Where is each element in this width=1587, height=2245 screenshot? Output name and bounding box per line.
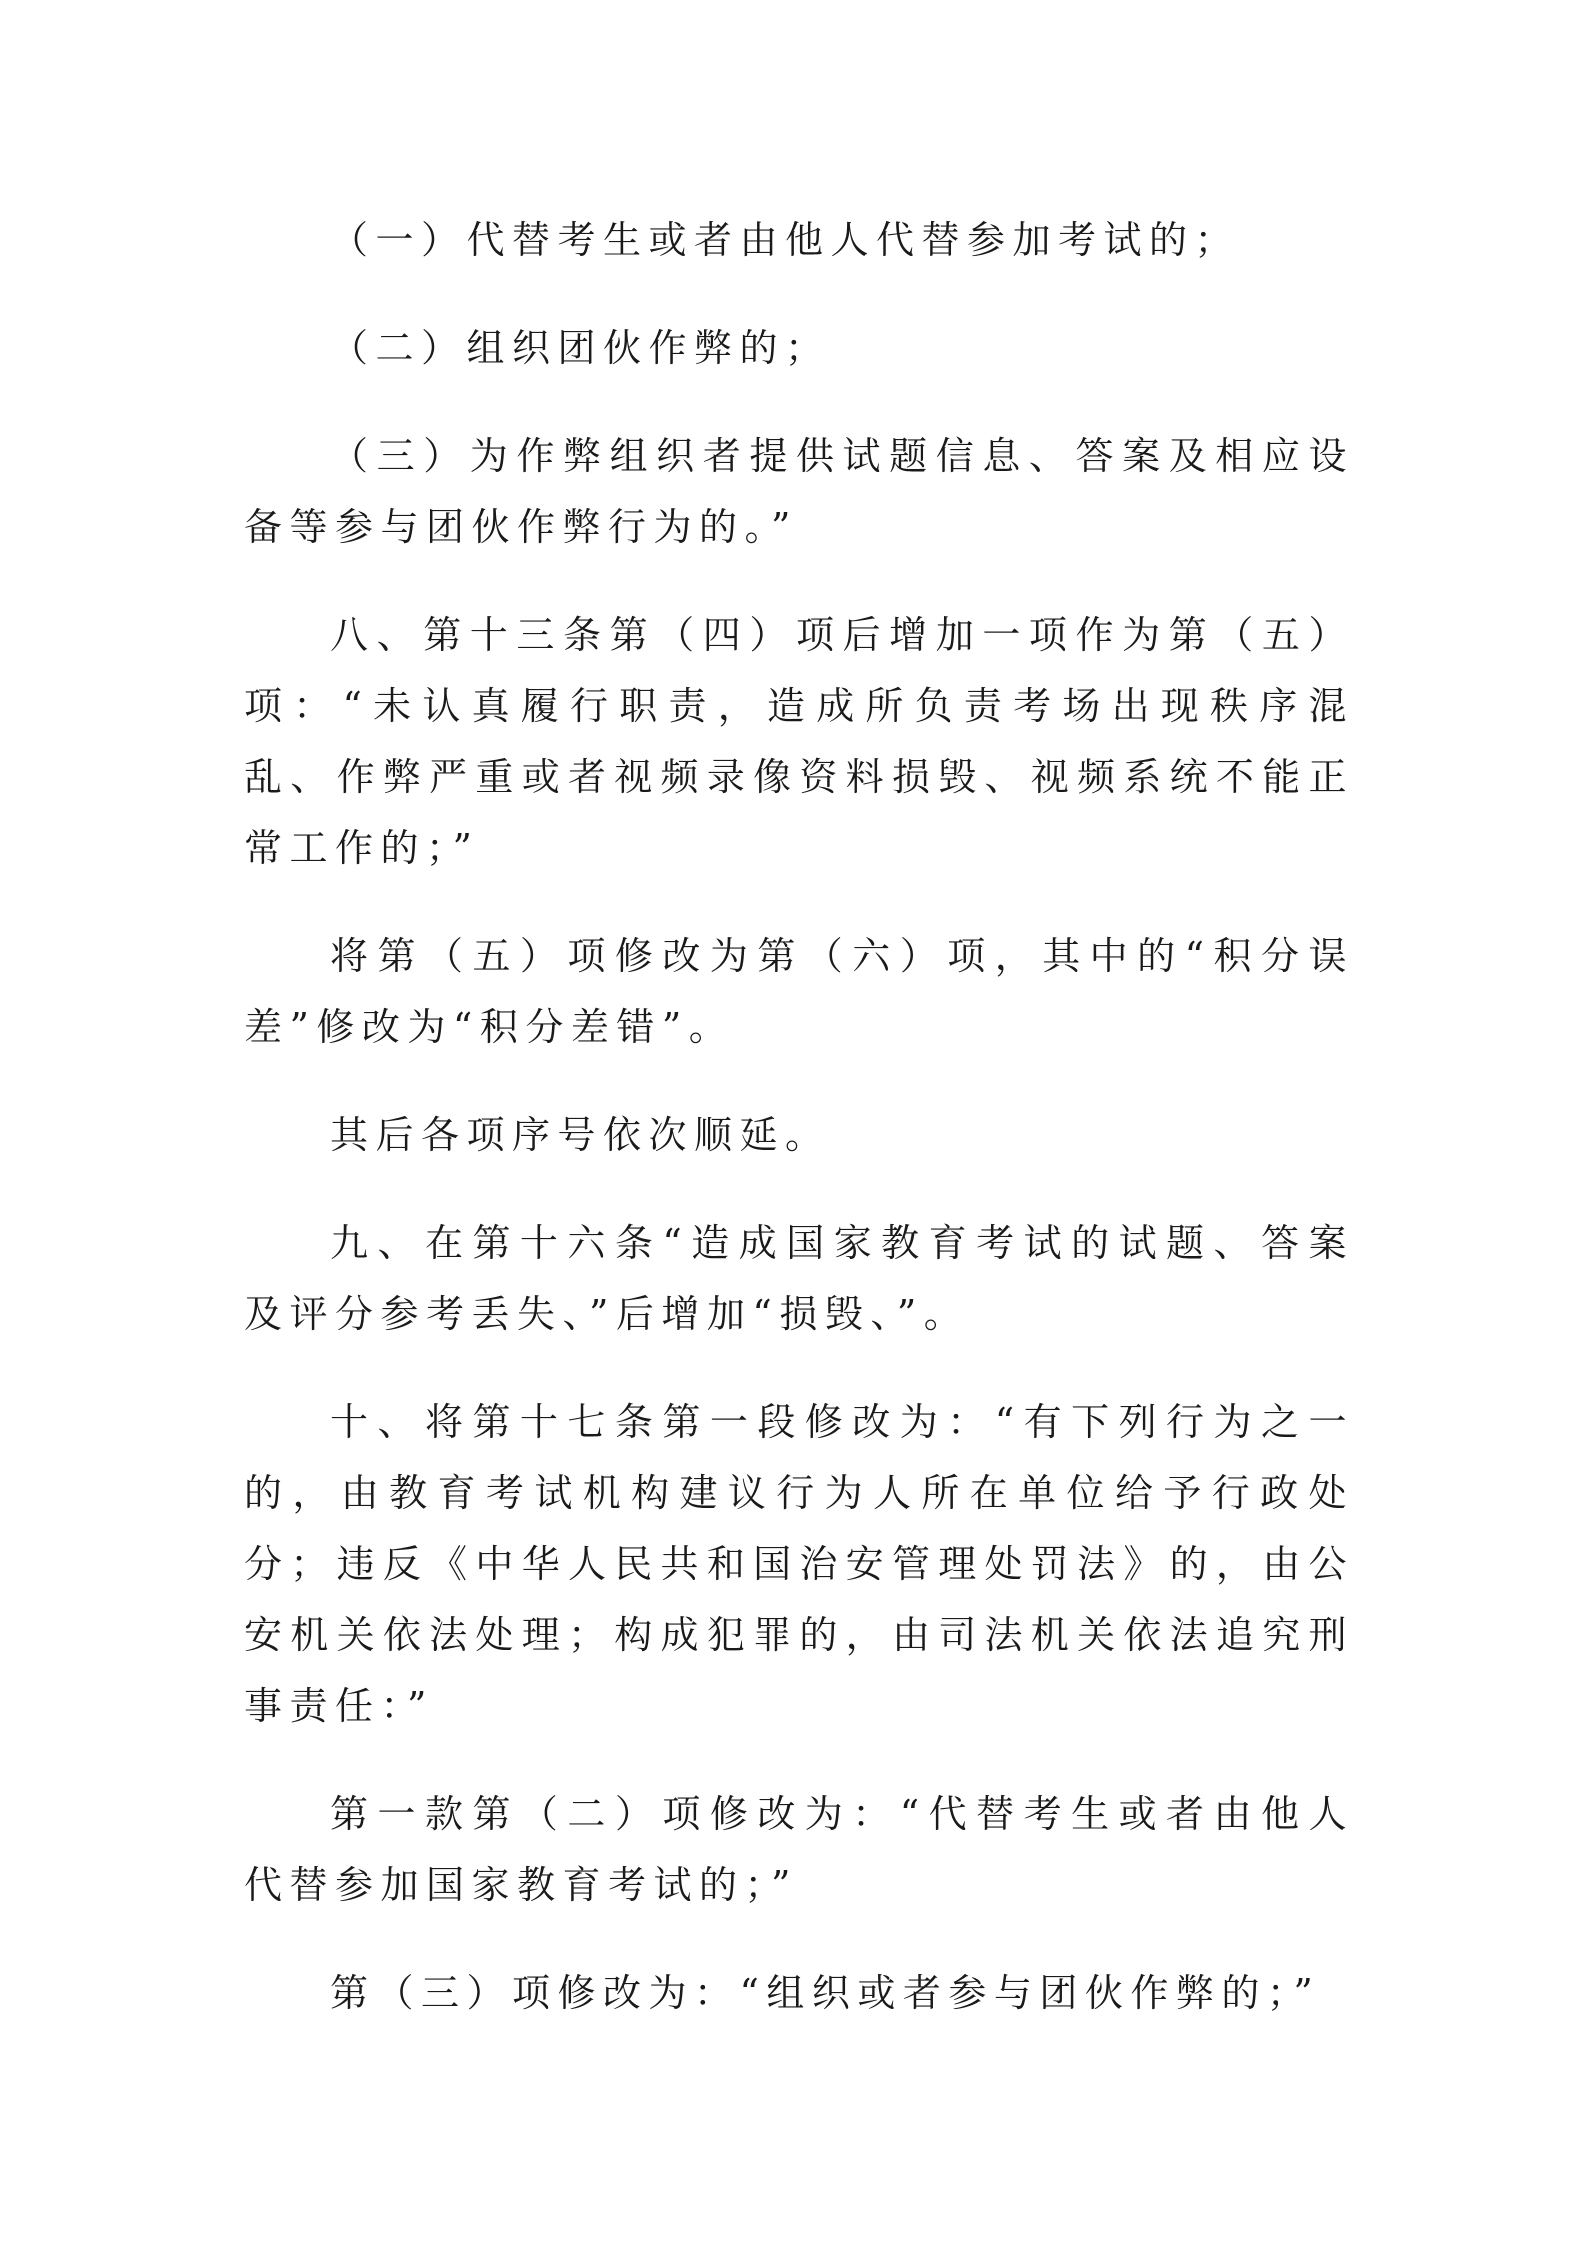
paragraph-item-1: （一）代替考生或者由他人代替参加考试的；: [330, 218, 1241, 262]
paragraph-article-10: 十、将第十七条第一段修改为：“有下列行为之一的，由教育考试机构建议行为人所在单位给予行政处分；违反《中华人民共和国治安管理处罚法》的，由公安机关依法处理；构成犯罪的，由司法机关依法追究刑事责任：”: [244, 1400, 1354, 1728]
paragraph-article-9: 九、在第十六条“造成国家教育考试的试题、答案及评分参考丢失、”后增加“损毁、”。: [244, 1221, 1354, 1336]
paragraph-sequence-note: 其后各项序号依次顺延。: [330, 1113, 831, 1157]
paragraph-item-renumber: 将第（五）项修改为第（六）项，其中的“积分误差”修改为“积分差错”。: [244, 934, 1354, 1049]
document-body: [244, 205, 1354, 2066]
paragraph-article-8: 八、第十三条第（四）项后增加一项作为第（五）项：“未认真履行职责，造成所负责考场出现秩序混乱、作弊严重或者视频录像资料损毁、视频系统不能正常工作的；”: [244, 613, 1354, 870]
paragraph-clause-1-item-3: 第（三）项修改为：“组织或者参与团伙作弊的；”: [330, 1971, 1321, 2015]
paragraph-clause-1-item-2: 第一款第（二）项修改为：“代替考生或者由他人代替参加国家教育考试的；”: [244, 1792, 1354, 1907]
paragraph-item-3: （三）为作弊组织者提供试题信息、答案及相应设备等参与团伙作弊行为的。”: [244, 434, 1354, 549]
paragraph-item-2: （二）组织团伙作弊的；: [330, 326, 831, 370]
